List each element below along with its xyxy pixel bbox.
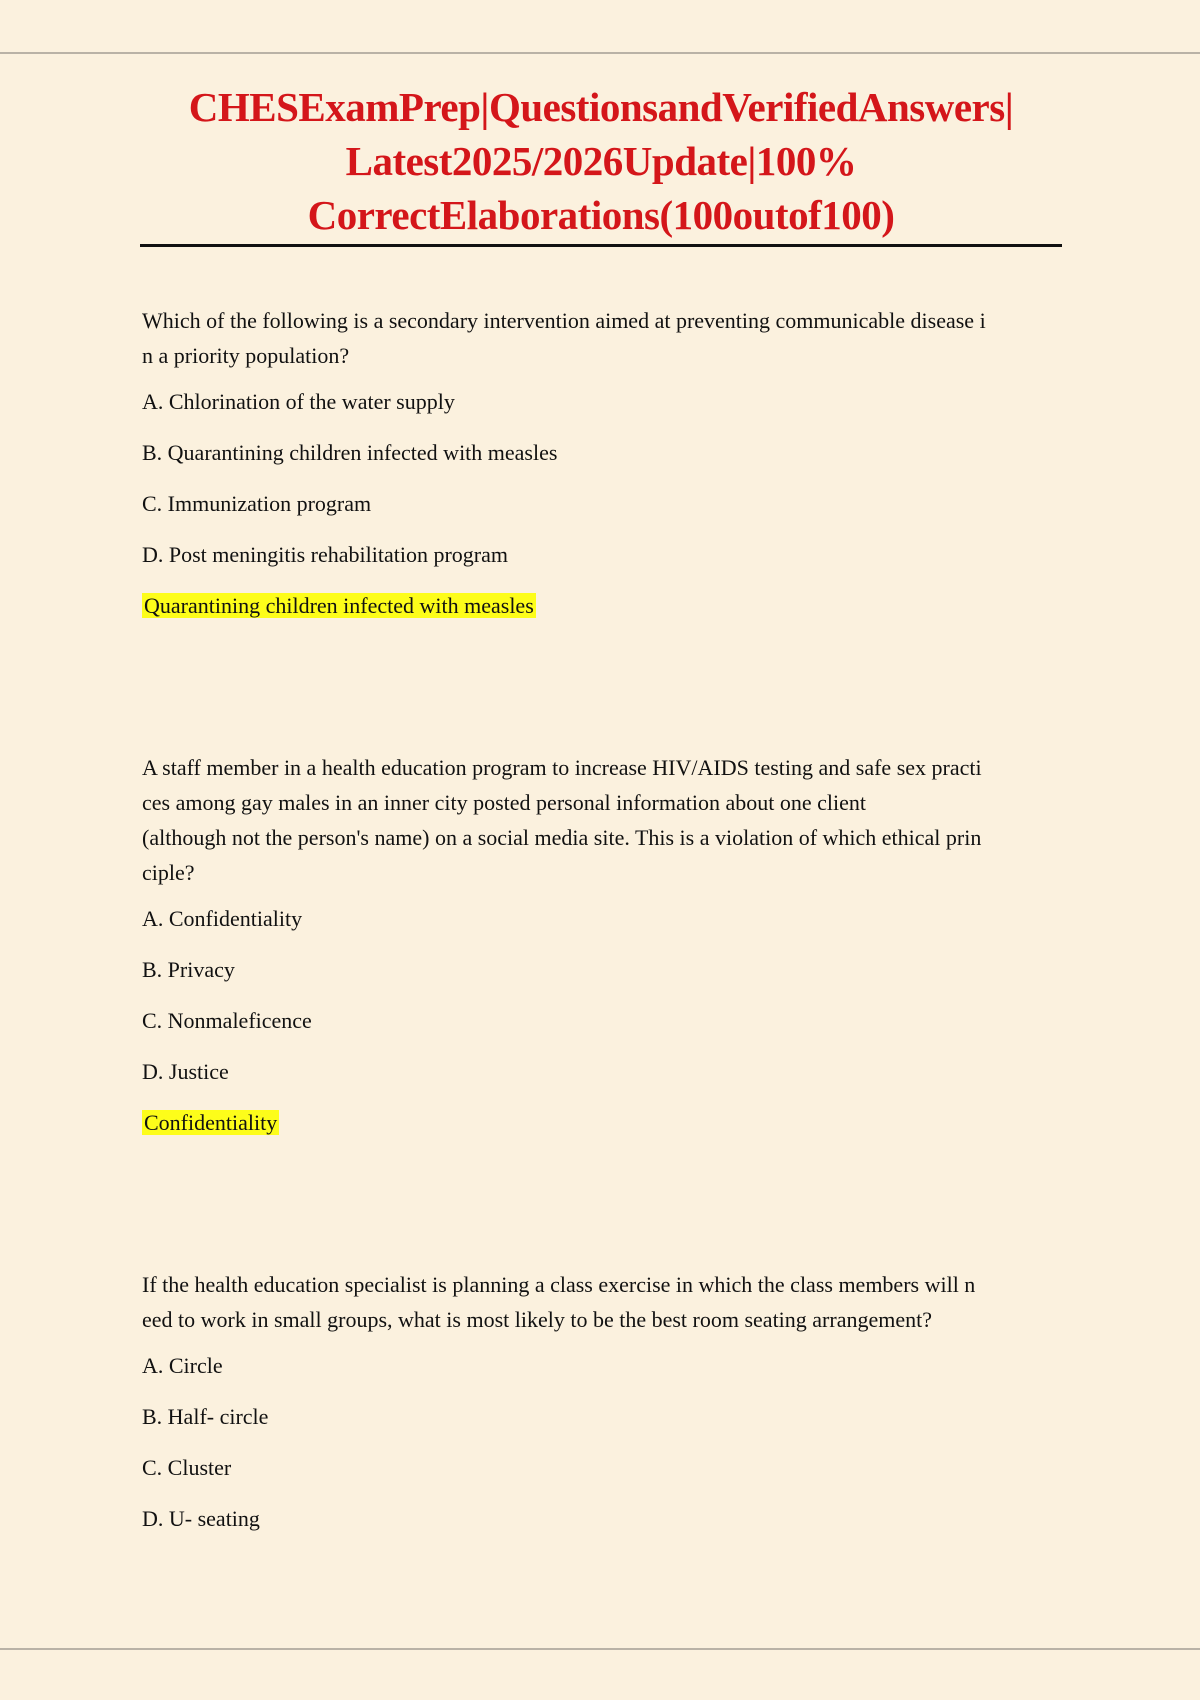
- question-spacer: [140, 1138, 1062, 1267]
- option-d: D. Post meningitis rehabilitation program: [142, 542, 509, 567]
- title-line: Latest2025/2026Update|100%: [345, 138, 857, 184]
- question-3: [140, 1267, 1062, 1534]
- option-b: B. Privacy: [142, 957, 235, 982]
- option-c: C. Nonmaleficence: [142, 1008, 312, 1033]
- question-2: [140, 750, 1062, 1138]
- option-b: B. Half- circle: [142, 1404, 269, 1429]
- question-text-line: n a priority population?: [142, 343, 350, 368]
- title-line: CHESExamPrep|QuestionsandVerifiedAnswers|: [188, 84, 1014, 130]
- highlighted-answer: Confidentiality: [144, 1110, 278, 1135]
- top-page-rule: [0, 52, 1200, 54]
- option-a: A. Confidentiality: [142, 906, 303, 931]
- question-text-line: If the health education specialist is planning a class exercise in which the class members will n: [142, 1272, 976, 1297]
- question-text: [142, 1267, 1062, 1337]
- answer-line: [142, 1108, 1062, 1138]
- question-text-line: (although not the person's name) on a social media site. This is a violation of which ethical prin: [142, 825, 982, 850]
- document-title: [140, 80, 1062, 247]
- question-text-line: A staff member in a health education program to increase HIV/AIDS testing and safe sex practi: [142, 755, 982, 780]
- question-1: [140, 303, 1062, 621]
- option-c: C. Cluster: [142, 1455, 232, 1480]
- option-a: A. Chlorination of the water supply: [142, 389, 455, 414]
- question-text: [142, 303, 1062, 373]
- answer-line: [142, 591, 1062, 621]
- question-text: [142, 750, 1062, 890]
- bottom-page-rule: [0, 1648, 1200, 1650]
- question-text-line: ces among gay males in an inner city posted personal information about one client: [142, 790, 866, 815]
- option-a: A. Circle: [142, 1353, 223, 1378]
- question-text-line: eed to work in small groups, what is most likely to be the best room seating arrangement?: [142, 1307, 932, 1332]
- question-text-line: ciple?: [142, 860, 195, 885]
- question-list: [140, 303, 1062, 1534]
- option-b: B. Quarantining children infected with measles: [142, 440, 558, 465]
- question-spacer: [140, 621, 1062, 750]
- question-text-line: Which of the following is a secondary intervention aimed at preventing communicable disease i: [142, 308, 986, 333]
- option-d: D. Justice: [142, 1059, 229, 1084]
- title-line: CorrectElaborations(100outof100): [307, 192, 895, 238]
- option-c: C. Immunization program: [142, 491, 372, 516]
- option-d: D. U- seating: [142, 1506, 260, 1531]
- page-content: [140, 80, 1062, 1555]
- highlighted-answer: Quarantining children infected with measles: [144, 593, 534, 618]
